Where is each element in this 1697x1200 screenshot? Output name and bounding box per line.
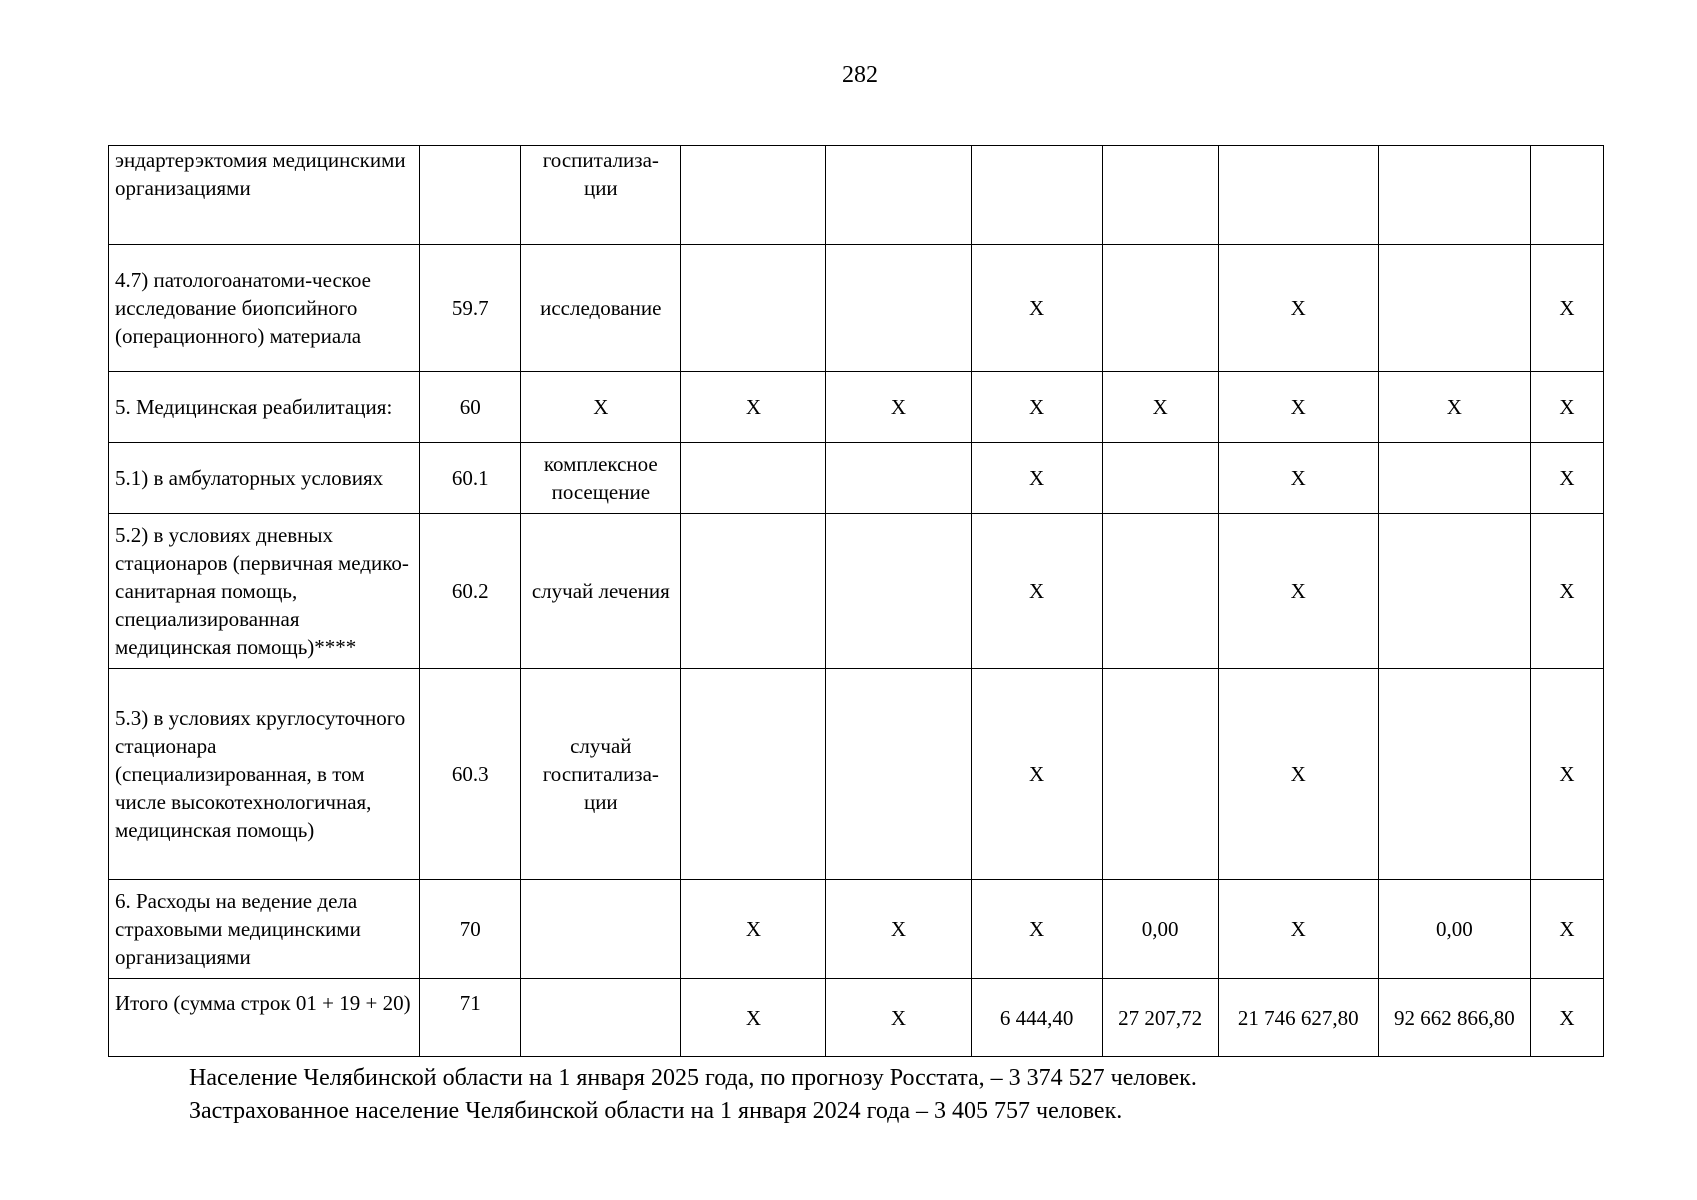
- table-cell-code: 60.2: [420, 514, 521, 669]
- table-cell-c5: Х: [826, 880, 971, 979]
- table-cell-c10: Х: [1530, 979, 1603, 1057]
- table-cell-code: [420, 146, 521, 245]
- table-cell-unit: исследование: [521, 245, 681, 372]
- table-cell-c6: Х: [971, 245, 1102, 372]
- table-cell-c6: Х: [971, 372, 1102, 443]
- table-cell-c10: Х: [1530, 372, 1603, 443]
- table-cell-c9: [1378, 245, 1530, 372]
- table-cell-name: 5.3) в условиях круглосуточного стационара (специализированная, в том числе высокотехнологичная, медицинская помощь): [109, 669, 420, 880]
- table-cell-c9: [1378, 669, 1530, 880]
- table-cell-c7: [1102, 146, 1218, 245]
- table-cell-c10: Х: [1530, 880, 1603, 979]
- table-cell-c5: [826, 146, 971, 245]
- table-cell-unit: случай лечения: [521, 514, 681, 669]
- table-cell-c7: [1102, 669, 1218, 880]
- table-cell-c7: 27 207,72: [1102, 979, 1218, 1057]
- table-cell-c7: 0,00: [1102, 880, 1218, 979]
- table-cell-c8: Х: [1218, 245, 1378, 372]
- table-cell-c6: Х: [971, 880, 1102, 979]
- footer-notes: [189, 1062, 1197, 1128]
- table-cell-c10: [1530, 146, 1603, 245]
- table-cell-c5: Х: [826, 372, 971, 443]
- table-cell-c6: Х: [971, 514, 1102, 669]
- table-cell-name: эндартерэктомия медицинскими организациями: [109, 146, 420, 245]
- table-cell-c4: Х: [681, 979, 826, 1057]
- table-cell-code: 71: [420, 979, 521, 1057]
- table-cell-c4: [681, 514, 826, 669]
- table-row: [109, 880, 1604, 979]
- table-row: [109, 514, 1604, 669]
- table-cell-c4: [681, 146, 826, 245]
- table-cell-c9: Х: [1378, 372, 1530, 443]
- table-cell-c8: Х: [1218, 514, 1378, 669]
- table-cell-name: 5. Медицинская реабилитация:: [109, 372, 420, 443]
- table-cell-c4: Х: [681, 880, 826, 979]
- table-cell-c6: [971, 146, 1102, 245]
- table-cell-code: 60: [420, 372, 521, 443]
- table-cell-name: 6. Расходы на ведение дела страховыми медицинскими организациями: [109, 880, 420, 979]
- table-row: [109, 245, 1604, 372]
- table-cell-c5: Х: [826, 979, 971, 1057]
- table-cell-name: 5.2) в условиях дневных стационаров (первичная медико-санитарная помощь, специализированная медицинская помощь)****: [109, 514, 420, 669]
- table-cell-c5: [826, 245, 971, 372]
- table-cell-unit: случай госпитализа-ции: [521, 669, 681, 880]
- table-cell-name: 5.1) в амбулаторных условиях: [109, 443, 420, 514]
- table-cell-c8: 21 746 627,80: [1218, 979, 1378, 1057]
- insured-population-note: Застрахованное население Челябинской области на 1 января 2024 года – 3 405 757 человек.: [189, 1098, 1123, 1124]
- table-cell-c4: [681, 245, 826, 372]
- table-cell-c6: Х: [971, 443, 1102, 514]
- population-note: Население Челябинской области на 1 января 2025 года, по прогнозу Росстата, – 3 374 527 человек.: [189, 1065, 1197, 1091]
- table-cell-c5: [826, 514, 971, 669]
- table-cell-c8: Х: [1218, 443, 1378, 514]
- table-cell-code: 70: [420, 880, 521, 979]
- table-cell-c6: Х: [971, 669, 1102, 880]
- table-cell-c4: [681, 669, 826, 880]
- table-cell-c10: Х: [1530, 443, 1603, 514]
- table-cell-unit: Х: [521, 372, 681, 443]
- table-cell-c5: [826, 669, 971, 880]
- table-cell-code: 59.7: [420, 245, 521, 372]
- table-cell-c9: [1378, 443, 1530, 514]
- table-cell-c8: Х: [1218, 669, 1378, 880]
- table-cell-c4: [681, 443, 826, 514]
- table-cell-c10: Х: [1530, 669, 1603, 880]
- table-row: [109, 443, 1604, 514]
- table-cell-c10: Х: [1530, 514, 1603, 669]
- data-table: [108, 145, 1604, 1057]
- table-row: [109, 372, 1604, 443]
- table-cell-name: 4.7) патологоанатоми-ческое исследование биопсийного (операционного) материала: [109, 245, 420, 372]
- table-cell-unit: комплексное посещение: [521, 443, 681, 514]
- table-cell-c5: [826, 443, 971, 514]
- table-cell-c7: [1102, 443, 1218, 514]
- table-cell-unit: госпитализа-ции: [521, 146, 681, 245]
- table-cell-c7: Х: [1102, 372, 1218, 443]
- page-number: 282: [842, 62, 878, 88]
- table-cell-c8: Х: [1218, 372, 1378, 443]
- table-cell-c4: Х: [681, 372, 826, 443]
- table-cell-unit: [521, 979, 681, 1057]
- table-cell-c9: [1378, 146, 1530, 245]
- table-cell-c9: [1378, 514, 1530, 669]
- table-cell-c8: Х: [1218, 880, 1378, 979]
- table-row: [109, 669, 1604, 880]
- table-cell-c9: 92 662 866,80: [1378, 979, 1530, 1057]
- table-row: [109, 979, 1604, 1057]
- table-cell-c10: Х: [1530, 245, 1603, 372]
- table-cell-c7: [1102, 245, 1218, 372]
- table-cell-name: Итого (сумма строк 01 + 19 + 20): [109, 979, 420, 1057]
- table-cell-c7: [1102, 514, 1218, 669]
- table-cell-c8: [1218, 146, 1378, 245]
- table-cell-unit: [521, 880, 681, 979]
- table-cell-c9: 0,00: [1378, 880, 1530, 979]
- table-cell-code: 60.3: [420, 669, 521, 880]
- table-cell-c6: 6 444,40: [971, 979, 1102, 1057]
- table-row: [109, 146, 1604, 245]
- table-cell-code: 60.1: [420, 443, 521, 514]
